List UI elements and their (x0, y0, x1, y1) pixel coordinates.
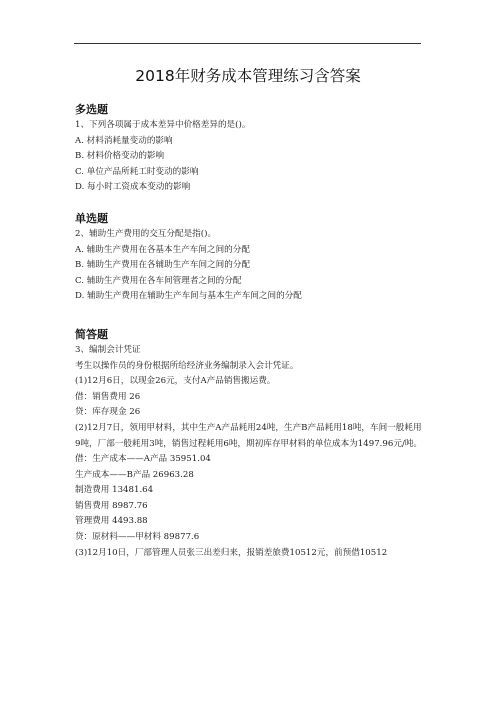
question-1: 1、下列各项属于成本差异中价格差异的是()。 (75, 120, 251, 130)
item-3: (3)12月10日，厂部管理人员张三出差归来，报销差旅费10512元，前预借10512 (75, 547, 388, 558)
question-2: 2、辅助生产费用的交互分配是指()。 (75, 228, 217, 239)
header-rule (74, 43, 421, 44)
journal-entry-line: 销售费用 8987.76 (75, 500, 148, 511)
journal-entry-line: 管理费用 4493.88 (75, 516, 148, 527)
item-1: (1)12月6日，以现金26元，支付A产品销售搬运费。 (75, 376, 276, 387)
option-d: D. 辅助生产费用在辅助生产车间与基本生产车间之间的分配 (75, 291, 302, 302)
question-3: 3、编制会计凭证 (75, 344, 141, 355)
document-body (75, 102, 425, 561)
option-b: B. 材料价格变动的影响 (75, 151, 165, 162)
option-a: A. 辅助生产费用在各基本生产车间之间的分配 (75, 244, 250, 255)
journal-entry-line: 生产成本——B产品 26963.28 (75, 469, 194, 480)
option-c: C. 辅助生产费用在各车间管理者之间的分配 (75, 275, 242, 286)
option-c: C. 单位产品所耗工时变动的影响 (75, 166, 199, 177)
document-title: 2018年财务成本管理练习含答案 (135, 67, 361, 85)
item-1-credit: 贷：库存现金 26 (75, 407, 141, 418)
section-heading-short-answer: 简答题 (75, 327, 108, 341)
item-2: (2)12月7日，领用甲材料，其中生产A产品耗用24吨，生产B产品耗用18吨，车间一般耗用9吨，厂部一般耗用3吨，销售过程耗用6吨，期初库存甲材料的单位成本为1497.96元/吨。 (75, 422, 423, 449)
option-b: B. 辅助生产费用在各辅助生产车间之间的分配 (75, 260, 251, 271)
journal-entry-line: 贷：原材料——甲材料 89877.6 (75, 532, 200, 543)
option-a: A. 材料消耗量变动的影响 (75, 135, 173, 146)
section-heading-single-choice: 单选题 (75, 211, 108, 225)
section-heading-multiple-choice: 多选题 (75, 103, 108, 116)
option-d: D. 每小时工资成本变动的影响 (75, 182, 191, 193)
question-3-intro: 考生以操作员的身份根据所给经济业务编制录入会计凭证。 (75, 360, 299, 371)
item-1-debit: 借：销售费用 26 (75, 391, 141, 402)
journal-entry-line: 借：生产成本——A产品 35951.04 (75, 454, 211, 465)
journal-entry-line: 制造费用 13481.64 (75, 485, 154, 496)
